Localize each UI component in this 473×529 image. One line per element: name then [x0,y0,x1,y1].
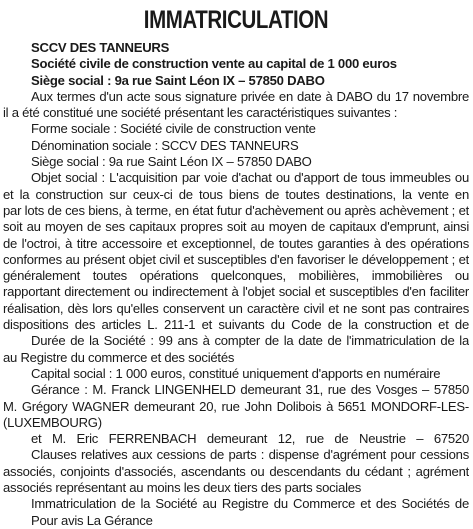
body-line: soit au moyen de ses capitaux propres soit au moyen de capitaux d'emprunt, ainsi [3,219,469,235]
body-line: Durée de la Société : 99 ans à compter de la date de l'immatriculation de la [31,333,469,349]
body-line: Dénomination sociale : SCCV DES TANNEURS [31,137,299,153]
body-line: Aux termes d'un acte sous signature privée en date à DABO du 17 novembre [31,88,469,104]
company-address: Siège social : 9a rue Saint Léon IX – 57850 DABO [31,72,325,88]
body-line: Capital social : 1 000 euros, constitué uniquement d'apports en numéraire [31,365,441,381]
body-line: au Registre du commerce et des sociétés [3,349,235,365]
body-line: de l'octroi, à titre accessoire et exceptionnel, de toutes garanties à des opérations [3,235,469,251]
body-line: Siège social : 9a rue Saint Léon IX – 57850 DABO [31,154,312,170]
body-line: il a été constitué une société présentant les caractéristiques suivantes : [3,105,398,121]
body-line: (LUXEMBOURG) [3,414,102,430]
signature-line: Pour avis La Gérance [31,512,153,528]
body-line: associés, conjoints d'associés, ascendants ou descendants du cédant ; agrément [3,463,469,479]
notice-title: IMMATRICULATION [143,6,329,34]
body-line: conformes au présent objet civil et susceptibles d'en favoriser le développement ; et [3,251,469,267]
body-line: Gérance : M. Franck LINGENHELD demeurant 31, rue des Vosges – 57850 [31,382,469,398]
notice-body [3,40,469,529]
body-line: réalisation, dès lors qu'elles conservent un caractère civil et ne sont pas contraires [3,300,469,316]
body-line: et M. Eric FERRENBACH demeurant 12, rue de Neustrie – 67520 [31,431,469,447]
body-line: par lots de ces biens, à terme, en état futur d'achèvement ou après achèvement ; et [3,202,469,218]
body-line: Objet social : L'acquisition par voie d'achat ou d'apport de tous immeubles ou [31,170,469,186]
body-line: généralement toutes opérations quelconques, mobilières, immobilières ou [3,268,469,284]
body-line: Immatriculation de la Société au Registre du Commerce et des Sociétés de [31,496,469,512]
company-name: SCCV DES TANNEURS [31,40,170,55]
body-line: Forme sociale : Société civile de construction vente [31,121,316,137]
body-line: dispositions des articles L. 211-1 et suivants du Code de la construction et de [3,317,469,333]
body-line: M. Grégory WAGNER demeurant 20, rue John Dolibois à 5651 MONDORF-LES- [3,398,469,414]
body-line: associés représentant au moins les deux tiers des parts sociales [3,480,362,496]
body-line: Clauses relatives aux cessions de parts : dispense d'agrément pour cessions [31,447,469,463]
body-line: et la construction sur ceux-ci de tous biens de toutes destinations, la vente en [3,186,469,202]
body-line: rapportant directement ou indirectement à l'objet social et susceptibles d'en faciliter [3,284,469,300]
company-form-capital: Société civile de construction vente au capital de 1 000 euros [31,56,397,72]
